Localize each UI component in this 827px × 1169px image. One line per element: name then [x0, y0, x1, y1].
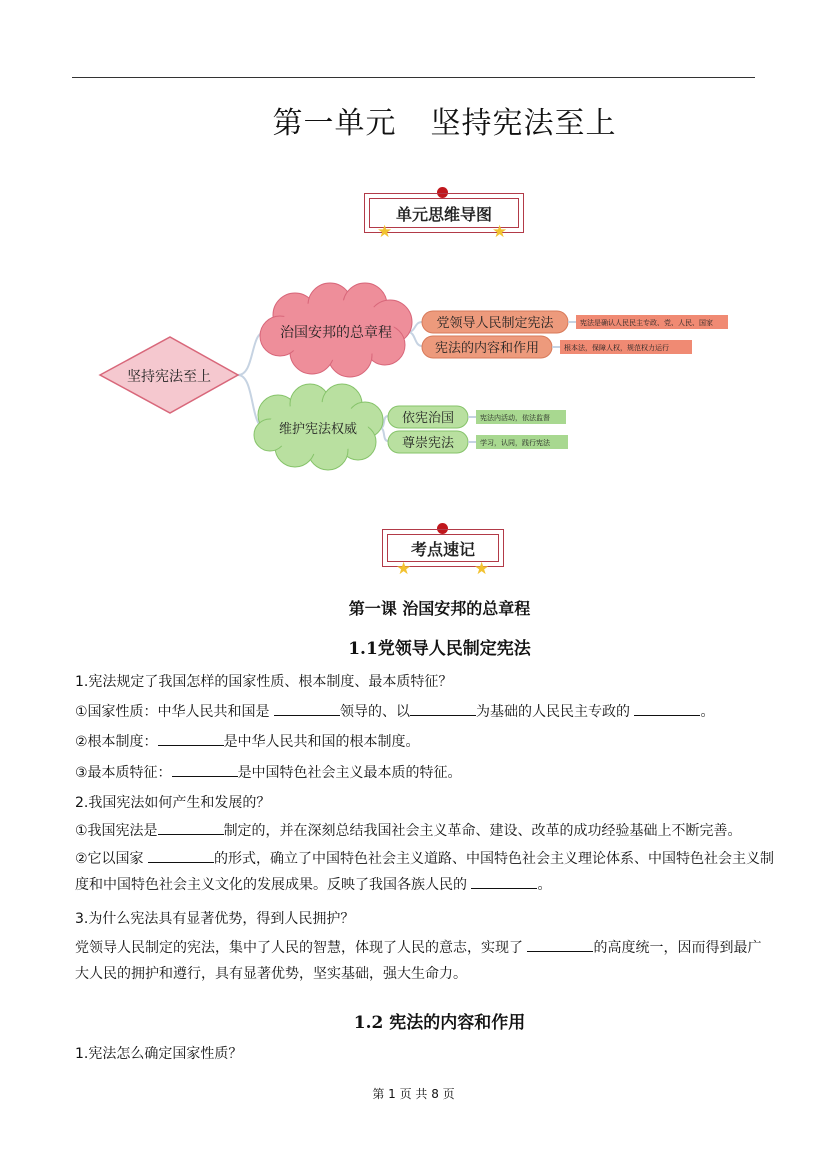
- connector-line: [380, 428, 388, 441]
- unit-title: [0, 98, 827, 142]
- answer-line: ①国家性质：中华人民共和国是 领导的、以 为基础的人民民主专政的 。: [75, 701, 765, 723]
- answer-line: ①我国宪法是 制定的，并在深刻总结我国社会主义革命、建设、改革的成功经验基础上不断完善。: [75, 820, 765, 842]
- fill-blank[interactable]: [274, 701, 340, 716]
- leaf-label: 党领导人民制定宪法: [436, 316, 554, 331]
- note-text: 学习，认同，践行宪法: [480, 439, 550, 447]
- star-icon: ★: [474, 559, 490, 579]
- fill-blank[interactable]: [634, 701, 700, 716]
- header-rule: [72, 77, 755, 78]
- root-label: 坚持宪法至上: [127, 369, 211, 385]
- question: 1.宪法规定了我国怎样的国家性质、根本制度、最本质特征？: [75, 674, 453, 690]
- star-icon: ★: [492, 222, 508, 242]
- note-text: 宪法内活动，依法监督: [480, 414, 550, 422]
- unit-title-number: 第一单元: [272, 106, 397, 141]
- answer-paragraph: 党领导人民制定的宪法，集中了人民的智慧，体现了人民的意志，实现了 的高度统一，因而得到最广大人民的拥护和遵行，具有显著优势，坚实基础，强大生命力。: [75, 935, 775, 987]
- fill-blank[interactable]: [172, 762, 238, 777]
- page-footer: 第 1 页 共 8 页: [372, 1087, 455, 1101]
- star-icon: ★: [377, 222, 393, 242]
- leaf-label: 尊崇宪法: [401, 436, 455, 451]
- fill-blank[interactable]: [527, 937, 593, 952]
- fill-blank[interactable]: [158, 731, 224, 746]
- lesson-title: 第一课 治国安邦的总章程: [348, 599, 531, 618]
- question: 3.为什么宪法具有显著优势，得到人民拥护？: [75, 911, 355, 927]
- answer-line: ③最本质特征： 是中国特色社会主义最本质的特征。: [75, 762, 765, 784]
- fill-blank[interactable]: [410, 701, 476, 716]
- fill-blank[interactable]: [148, 848, 214, 863]
- question: 2.我国宪法如何产生和发展的？: [75, 795, 271, 811]
- branch2-label: 维护宪法权威: [278, 422, 358, 437]
- note-text: 宪法是确认人民民主专政、党、人民、国家: [580, 319, 713, 327]
- star-icon: ★: [396, 559, 412, 579]
- note-text: 根本法，保障人权，规范权力运行: [564, 344, 669, 352]
- section-title: 1.1党领导人民制定宪法: [348, 639, 531, 659]
- leaf-label: 依宪治国: [401, 411, 455, 426]
- section-title: 1.2 宪法的内容和作用: [353, 1013, 526, 1033]
- answer-line: ②根本制度： 是中华人民共和国的根本制度。: [75, 731, 765, 753]
- branch1-label: 治国安邦的总章程: [280, 325, 392, 341]
- mindmap-heading: 单元思维导图: [369, 198, 519, 228]
- connector-line: [408, 332, 422, 346]
- fill-blank[interactable]: [471, 874, 537, 889]
- mindmap: [90, 280, 750, 475]
- answer-paragraph: ②它以国家 的形式，确立了中国特色社会主义道路、中国特色社会主义理论体系、中国特色社会主义制度和中国特色社会主义文化的发展成果。反映了我国各族人民的 。: [75, 846, 775, 898]
- fill-blank[interactable]: [158, 820, 224, 835]
- review-heading: 考点速记: [387, 534, 499, 562]
- question: 1.宪法怎么确定国家性质？: [75, 1046, 243, 1062]
- leaf-label: 宪法的内容和作用: [434, 341, 540, 356]
- unit-title-name: 坚持宪法至上: [430, 106, 617, 141]
